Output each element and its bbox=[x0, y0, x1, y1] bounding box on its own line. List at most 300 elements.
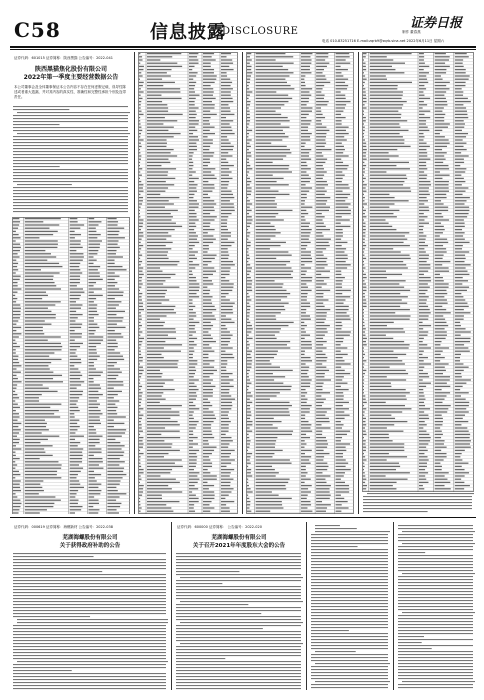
table-cell bbox=[301, 123, 310, 124]
text-line bbox=[13, 628, 166, 629]
text-line bbox=[398, 630, 473, 631]
table-cell bbox=[89, 394, 103, 395]
table-cell bbox=[13, 388, 16, 389]
table-cell bbox=[203, 175, 215, 176]
table-cell bbox=[316, 197, 330, 198]
table-cell bbox=[107, 298, 114, 299]
table-cell bbox=[221, 408, 231, 409]
table-cell bbox=[221, 319, 231, 320]
table-cell bbox=[316, 175, 324, 176]
table-cell bbox=[363, 453, 364, 454]
table-cell bbox=[247, 162, 249, 163]
table-cell bbox=[419, 351, 424, 352]
table-cell bbox=[256, 392, 280, 393]
table-cell bbox=[256, 344, 287, 345]
table-cell bbox=[256, 210, 293, 211]
table-cell bbox=[435, 114, 446, 115]
table-cell bbox=[89, 404, 100, 405]
table-cell bbox=[139, 117, 140, 118]
table-cell bbox=[70, 311, 77, 312]
table-cell bbox=[316, 395, 321, 396]
table-cell bbox=[301, 245, 307, 246]
table-cell bbox=[316, 312, 327, 313]
table-cell bbox=[203, 437, 214, 438]
table-cell bbox=[256, 75, 290, 76]
table-cell bbox=[336, 95, 346, 96]
table-cell bbox=[107, 426, 114, 427]
table-cell bbox=[256, 101, 289, 102]
table-cell bbox=[256, 168, 289, 169]
table-cell bbox=[336, 405, 343, 406]
table-cell bbox=[370, 459, 387, 460]
table-cell bbox=[139, 312, 141, 313]
table-cell bbox=[316, 143, 326, 144]
table-cell bbox=[370, 466, 400, 467]
table-cell bbox=[139, 296, 142, 297]
table-cell bbox=[221, 213, 232, 214]
text-line bbox=[176, 649, 301, 650]
table-cell bbox=[256, 411, 290, 412]
text-line bbox=[398, 591, 473, 592]
table-cell bbox=[147, 466, 183, 467]
table-cell bbox=[189, 402, 193, 403]
table-cell bbox=[203, 376, 210, 377]
disclaimer-text: 本公司董事会及全体董事保证本公告内容不存在任何虚假记载、误导性陈述或者重大遗漏，并对其内容的真实性、准确性和完整性承担个别及连带责任。 bbox=[14, 85, 126, 99]
table-cell bbox=[139, 338, 144, 339]
table-cell bbox=[370, 351, 394, 352]
table-cell bbox=[316, 242, 329, 243]
table-cell bbox=[363, 88, 365, 89]
table-cell bbox=[221, 418, 229, 419]
table-cell bbox=[139, 178, 140, 179]
table-cell bbox=[139, 322, 141, 323]
table-cell bbox=[247, 363, 252, 364]
table-cell bbox=[363, 194, 364, 195]
table-cell bbox=[189, 427, 196, 428]
table-cell bbox=[13, 448, 21, 449]
table-cell bbox=[203, 155, 213, 156]
text-line bbox=[176, 664, 301, 665]
table-cell bbox=[316, 456, 324, 457]
table-cell bbox=[435, 424, 443, 425]
table-cell bbox=[435, 341, 442, 342]
text-line bbox=[398, 657, 473, 658]
table-cell bbox=[203, 82, 215, 83]
table-cell bbox=[336, 88, 348, 89]
table-cell bbox=[336, 395, 344, 396]
table-cell bbox=[203, 277, 208, 278]
table-cell bbox=[13, 240, 16, 241]
table-cell bbox=[139, 63, 140, 64]
table-cell bbox=[221, 469, 234, 470]
table-cell bbox=[147, 495, 162, 496]
table-cell bbox=[147, 88, 180, 89]
table-cell bbox=[247, 424, 252, 425]
table-cell bbox=[370, 271, 386, 272]
table-cell bbox=[13, 394, 17, 395]
text-line bbox=[13, 193, 128, 194]
table-cell bbox=[363, 56, 366, 57]
table-cell bbox=[336, 283, 342, 284]
table-cell bbox=[419, 399, 425, 400]
text-line bbox=[398, 537, 473, 538]
table-cell bbox=[301, 328, 305, 329]
table-cell bbox=[301, 501, 311, 502]
table-cell bbox=[419, 245, 428, 246]
table-cell bbox=[107, 282, 117, 283]
table-cell bbox=[13, 509, 19, 510]
table-cell bbox=[147, 392, 163, 393]
table-cell bbox=[316, 459, 323, 460]
text-line bbox=[398, 555, 473, 556]
table-cell bbox=[256, 312, 281, 313]
table-cell bbox=[370, 475, 386, 476]
table-cell bbox=[455, 104, 464, 105]
table-cell bbox=[247, 242, 251, 243]
table-cell bbox=[107, 474, 126, 475]
table-cell bbox=[455, 213, 469, 214]
table-cell bbox=[256, 475, 276, 476]
table-cell bbox=[336, 299, 346, 300]
table-cell bbox=[189, 75, 196, 76]
text-line bbox=[311, 615, 388, 616]
table-cell bbox=[316, 402, 324, 403]
table-cell bbox=[25, 490, 44, 491]
table-cell bbox=[221, 245, 231, 246]
table-cell bbox=[221, 114, 234, 115]
table-cell bbox=[25, 279, 53, 280]
table-cell bbox=[370, 136, 403, 137]
table-cell bbox=[247, 450, 248, 451]
table-cell bbox=[25, 314, 56, 315]
table-cell bbox=[336, 392, 344, 393]
text-line bbox=[398, 540, 473, 541]
table-cell bbox=[363, 472, 365, 473]
table-cell bbox=[336, 328, 342, 329]
table-cell bbox=[189, 159, 192, 160]
table-cell bbox=[70, 400, 78, 401]
table-cell bbox=[139, 293, 142, 294]
table-cell bbox=[316, 101, 329, 102]
table-cell bbox=[435, 296, 445, 297]
table-cell bbox=[316, 341, 327, 342]
table-cell bbox=[419, 159, 430, 160]
table-cell bbox=[247, 114, 250, 115]
table-cell bbox=[147, 216, 173, 217]
text-line bbox=[17, 133, 130, 134]
table-cell bbox=[316, 248, 326, 249]
table-cell bbox=[336, 63, 351, 64]
table-cell bbox=[370, 427, 387, 428]
table-cell bbox=[25, 471, 57, 472]
table-cell bbox=[336, 101, 351, 102]
table-cell bbox=[256, 373, 273, 374]
table-cell bbox=[336, 242, 348, 243]
table-cell bbox=[435, 335, 447, 336]
table-cell bbox=[435, 239, 447, 240]
table-cell bbox=[221, 191, 232, 192]
table-cell bbox=[221, 363, 227, 364]
table-cell bbox=[435, 191, 449, 192]
table-cell bbox=[221, 463, 231, 464]
table-cell bbox=[203, 248, 209, 249]
table-cell bbox=[203, 341, 216, 342]
table-cell bbox=[147, 447, 171, 448]
table-cell bbox=[107, 308, 116, 309]
table-cell bbox=[419, 306, 428, 307]
table-cell bbox=[370, 319, 410, 320]
table-cell bbox=[139, 504, 140, 505]
table-cell bbox=[107, 218, 116, 219]
table-cell bbox=[363, 66, 366, 67]
table-cell bbox=[435, 184, 449, 185]
table-cell bbox=[189, 283, 199, 284]
table-cell bbox=[419, 411, 424, 412]
table-cell bbox=[419, 344, 427, 345]
table-cell bbox=[25, 352, 55, 353]
table-cell bbox=[256, 360, 270, 361]
table-cell bbox=[107, 250, 116, 251]
table-cell bbox=[25, 484, 41, 485]
text-line bbox=[398, 648, 432, 649]
table-cell bbox=[89, 317, 94, 318]
table-cell bbox=[455, 431, 469, 432]
table-cell bbox=[70, 391, 83, 392]
text-line bbox=[13, 580, 166, 581]
table-cell bbox=[316, 200, 327, 201]
table-cell bbox=[336, 507, 349, 508]
table-cell bbox=[70, 346, 80, 347]
table-cell bbox=[435, 123, 450, 124]
table-cell bbox=[256, 479, 290, 480]
table-cell bbox=[221, 456, 230, 457]
table-cell bbox=[25, 455, 53, 456]
table-cell bbox=[363, 264, 364, 265]
text-line bbox=[398, 561, 473, 562]
table-cell bbox=[139, 373, 142, 374]
table-cell bbox=[147, 386, 163, 387]
table-cell bbox=[336, 485, 349, 486]
table-cell bbox=[139, 261, 142, 262]
table-cell bbox=[25, 397, 39, 398]
table-cell bbox=[13, 487, 20, 488]
table-cell bbox=[256, 351, 278, 352]
table-cell bbox=[203, 267, 214, 268]
table-cell bbox=[25, 263, 59, 264]
table-cell bbox=[139, 175, 142, 176]
table-cell bbox=[455, 264, 471, 265]
table-cell bbox=[247, 434, 249, 435]
table-cell bbox=[89, 311, 98, 312]
text-line bbox=[311, 585, 388, 586]
table-cell bbox=[435, 232, 443, 233]
table-cell bbox=[70, 378, 80, 379]
table-cell bbox=[370, 335, 386, 336]
table-cell bbox=[13, 423, 21, 424]
table-cell bbox=[419, 315, 429, 316]
table-cell bbox=[370, 178, 407, 179]
table-cell bbox=[189, 139, 199, 140]
table-cell bbox=[336, 415, 350, 416]
table-cell bbox=[301, 354, 305, 355]
table-cell bbox=[256, 315, 276, 316]
table-cell bbox=[147, 431, 180, 432]
text-line bbox=[13, 130, 128, 131]
table-cell bbox=[455, 402, 469, 403]
table-cell bbox=[147, 219, 171, 220]
table-cell bbox=[221, 328, 227, 329]
table-cell bbox=[419, 376, 429, 377]
table-cell bbox=[189, 456, 197, 457]
table-cell bbox=[203, 79, 216, 80]
table-cell bbox=[256, 264, 287, 265]
table-cell bbox=[370, 139, 405, 140]
table-cell bbox=[221, 223, 227, 224]
table-cell bbox=[363, 171, 365, 172]
table-cell bbox=[70, 436, 84, 437]
table-cell bbox=[139, 434, 140, 435]
table-cell bbox=[336, 271, 342, 272]
table-cell bbox=[147, 162, 170, 163]
table-cell bbox=[419, 165, 426, 166]
table-cell bbox=[455, 415, 465, 416]
table-cell bbox=[147, 91, 180, 92]
table-cell bbox=[370, 239, 408, 240]
table-cell bbox=[189, 114, 197, 115]
table-cell bbox=[419, 139, 423, 140]
table-cell bbox=[221, 239, 228, 240]
table-cell bbox=[247, 376, 249, 377]
table-cell bbox=[13, 244, 20, 245]
table-cell bbox=[139, 447, 143, 448]
text-line bbox=[398, 528, 473, 529]
table-cell bbox=[301, 75, 305, 76]
table-cell bbox=[189, 482, 198, 483]
table-cell bbox=[107, 276, 119, 277]
table-cell bbox=[139, 495, 142, 496]
table-cell bbox=[221, 251, 228, 252]
table-cell bbox=[189, 360, 197, 361]
table-cell bbox=[455, 373, 461, 374]
table-cell bbox=[221, 175, 229, 176]
table-cell bbox=[221, 159, 226, 160]
table-cell bbox=[256, 194, 290, 195]
table-cell bbox=[13, 365, 21, 366]
table-cell bbox=[455, 427, 467, 428]
table-cell bbox=[189, 149, 197, 150]
table-cell bbox=[435, 85, 447, 86]
table-cell bbox=[301, 187, 312, 188]
table-cell bbox=[147, 69, 172, 70]
table-cell bbox=[316, 245, 330, 246]
table-cell bbox=[189, 309, 193, 310]
table-cell bbox=[419, 440, 430, 441]
table-cell bbox=[13, 500, 20, 501]
table-cell bbox=[107, 317, 123, 318]
announcement-column bbox=[12, 52, 130, 514]
table-cell bbox=[139, 223, 143, 224]
table-cell bbox=[247, 507, 249, 508]
table-cell bbox=[189, 235, 198, 236]
table-cell bbox=[147, 475, 160, 476]
table-cell bbox=[147, 95, 161, 96]
table-cell bbox=[435, 207, 448, 208]
table-cell bbox=[147, 101, 162, 102]
table-cell bbox=[89, 372, 103, 373]
table-cell bbox=[301, 498, 307, 499]
table-cell bbox=[435, 200, 441, 201]
table-cell bbox=[336, 402, 349, 403]
table-cell bbox=[363, 267, 365, 268]
table-cell bbox=[139, 104, 141, 105]
table-cell bbox=[256, 408, 289, 409]
table-cell bbox=[107, 352, 120, 353]
table-cell bbox=[147, 223, 176, 224]
table-cell bbox=[139, 59, 143, 60]
table-cell bbox=[247, 111, 250, 112]
table-cell bbox=[435, 309, 447, 310]
table-cell bbox=[89, 493, 101, 494]
table-cell bbox=[221, 485, 230, 486]
table-cell bbox=[363, 392, 364, 393]
table-cell bbox=[147, 165, 161, 166]
table-cell bbox=[363, 466, 365, 467]
table-cell bbox=[256, 200, 275, 201]
table-cell bbox=[435, 155, 445, 156]
table-cell bbox=[221, 399, 235, 400]
table-cell bbox=[189, 56, 197, 57]
table-cell bbox=[70, 445, 78, 446]
table-cell bbox=[221, 479, 233, 480]
table-cell bbox=[316, 155, 323, 156]
table-cell bbox=[435, 399, 445, 400]
table-cell bbox=[316, 277, 329, 278]
table-cell bbox=[147, 411, 179, 412]
table-cell bbox=[107, 381, 123, 382]
table-cell bbox=[25, 426, 46, 427]
table-cell bbox=[203, 459, 210, 460]
table-cell bbox=[316, 130, 329, 131]
table-cell bbox=[336, 427, 342, 428]
table-cell bbox=[435, 367, 445, 368]
table-cell bbox=[256, 504, 282, 505]
column-divider bbox=[134, 52, 135, 514]
table-cell bbox=[221, 63, 233, 64]
table-cell bbox=[336, 363, 351, 364]
table-cell bbox=[247, 495, 248, 496]
table-cell bbox=[25, 308, 48, 309]
table-cell bbox=[419, 287, 430, 288]
text-line bbox=[311, 669, 388, 670]
table-cell bbox=[13, 420, 18, 421]
table-cell bbox=[316, 258, 327, 259]
table-cell bbox=[107, 461, 124, 462]
text-line bbox=[398, 624, 473, 625]
table-cell bbox=[203, 283, 213, 284]
table-cell bbox=[455, 133, 468, 134]
table-cell bbox=[107, 327, 125, 328]
footnote-lines bbox=[362, 490, 474, 514]
table-cell bbox=[203, 427, 211, 428]
table-cell bbox=[247, 335, 249, 336]
table-cell bbox=[147, 53, 181, 54]
table-cell bbox=[13, 269, 18, 270]
table-cell bbox=[147, 357, 164, 358]
table-cell bbox=[301, 63, 311, 64]
newspaper-logo: 证券日报 bbox=[410, 16, 463, 31]
text-line bbox=[176, 685, 301, 686]
table-cell bbox=[256, 229, 276, 230]
